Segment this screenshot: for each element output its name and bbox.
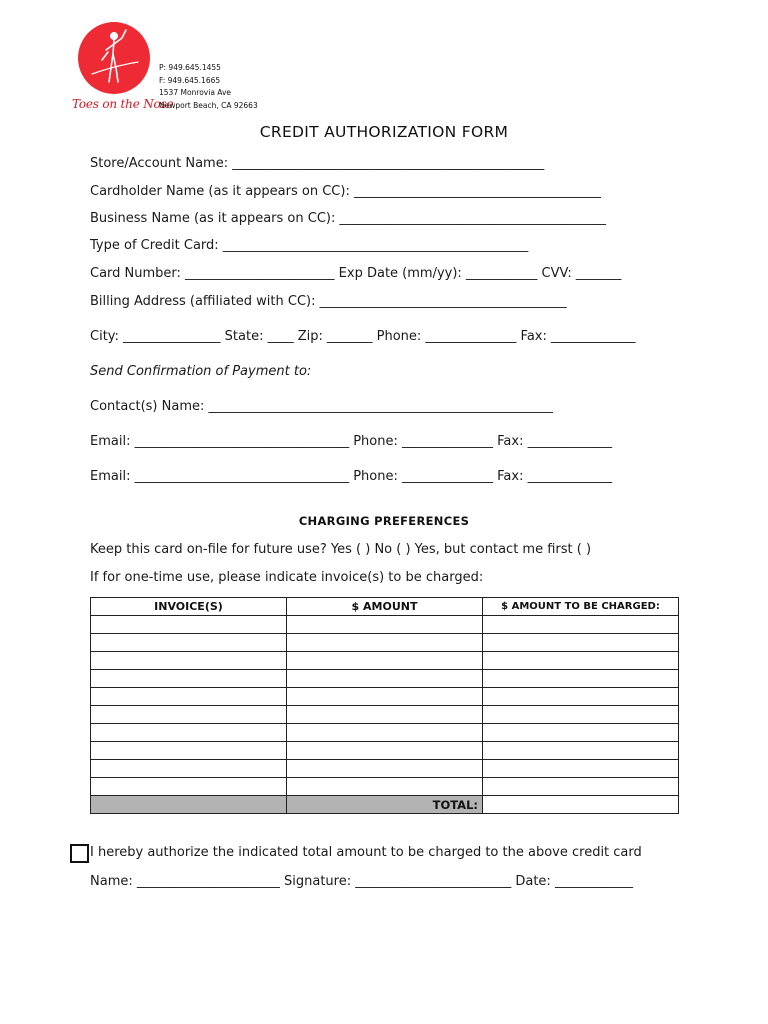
amount-cell[interactable] (287, 616, 483, 634)
charging-preferences-title: CHARGING PREFERENCES (298, 514, 470, 528)
city-state-zip-field[interactable]: City: _______________ State: ____ Zip: _______ Phone: ______________ Fax: _____________ (90, 329, 636, 344)
table-row (91, 616, 679, 634)
amount-cell[interactable] (287, 724, 483, 742)
email-field-1[interactable]: Email: _________________________________ Phone: ______________ Fax: _____________ (90, 434, 613, 449)
amount-charged-column-header: $ AMOUNT TO BE CHARGED: (483, 598, 679, 616)
logo-circle (78, 22, 150, 94)
business-name-field[interactable]: Business Name (as it appears on CC): _________________________________________ (90, 211, 606, 226)
invoice-column-header: INVOICE(S) (91, 598, 287, 616)
company-fax: F: 949.645.1665 (159, 75, 221, 85)
table-row (91, 634, 679, 652)
card-number-field[interactable]: Card Number: _______________________ Exp Date (mm/yy): ___________ CVV: _______ (90, 266, 622, 281)
form-title: CREDIT AUTHORIZATION FORM (259, 123, 509, 141)
keep-card-question[interactable]: Keep this card on-file for future use? Yes ( ) No ( ) Yes, but contact me first ( ) (90, 542, 592, 557)
store-account-name-field[interactable]: Store/Account Name: ________________________________________________ (90, 156, 545, 171)
amount-cell[interactable] (287, 760, 483, 778)
invoice-cell[interactable] (91, 706, 287, 724)
company-phone: P: 949.645.1455 (159, 63, 221, 72)
amount-charged-cell[interactable] (483, 706, 679, 724)
invoice-cell[interactable] (91, 778, 287, 796)
table-row (91, 706, 679, 724)
amount-cell[interactable] (287, 670, 483, 688)
name-signature-date-field[interactable]: Name: ______________________ Signature: ________________________ Date: ____________ (90, 874, 633, 889)
table-row (91, 652, 679, 670)
authorize-checkbox[interactable] (70, 844, 89, 863)
contact-name-field[interactable]: Contact(s) Name: _____________________________________________________ (90, 399, 553, 414)
amount-cell[interactable] (287, 652, 483, 670)
total-row-filler (91, 796, 287, 814)
invoice-cell[interactable] (91, 652, 287, 670)
amount-cell[interactable] (287, 742, 483, 760)
authorization-statement: I hereby authorize the indicated total amount to be charged to the above credit card (90, 845, 642, 860)
company-city: Newport Beach, CA 92663 (159, 100, 258, 110)
table-row (91, 742, 679, 760)
billing-address-field[interactable]: Billing Address (affiliated with CC): ______________________________________ (90, 294, 567, 309)
invoice-cell[interactable] (91, 634, 287, 652)
surfer-figure-icon (78, 22, 150, 94)
amount-cell[interactable] (287, 634, 483, 652)
table-row (91, 670, 679, 688)
invoice-cell[interactable] (91, 742, 287, 760)
invoice-table (90, 597, 679, 814)
invoice-cell[interactable] (91, 616, 287, 634)
invoice-cell[interactable] (91, 670, 287, 688)
amount-charged-cell[interactable] (483, 688, 679, 706)
amount-charged-cell[interactable] (483, 724, 679, 742)
amount-charged-cell[interactable] (483, 742, 679, 760)
table-row (91, 688, 679, 706)
send-confirmation-label: Send Confirmation of Payment to: (90, 364, 312, 379)
cardholder-name-field[interactable]: Cardholder Name (as it appears on CC): ______________________________________ (90, 184, 601, 199)
one-time-use-label: If for one-time use, please indicate invoice(s) to be charged: (90, 570, 484, 585)
total-row (91, 796, 679, 814)
amount-charged-cell[interactable] (483, 670, 679, 688)
amount-cell[interactable] (287, 778, 483, 796)
invoice-cell[interactable] (91, 760, 287, 778)
logo-text: Toes on the Nose (72, 97, 174, 111)
invoice-table-header (91, 598, 679, 616)
table-row (91, 760, 679, 778)
total-label: TOTAL: (287, 796, 483, 814)
company-street: 1537 Monrovia Ave (159, 88, 232, 97)
amount-cell[interactable] (287, 706, 483, 724)
email-field-2[interactable]: Email: _________________________________ Phone: ______________ Fax: _____________ (90, 469, 613, 484)
amount-charged-cell[interactable] (483, 634, 679, 652)
company-logo (72, 22, 174, 122)
amount-charged-cell[interactable] (483, 616, 679, 634)
table-row (91, 724, 679, 742)
amount-charged-cell[interactable] (483, 778, 679, 796)
invoice-cell[interactable] (91, 688, 287, 706)
total-amount-cell[interactable] (483, 796, 679, 814)
invoice-cell[interactable] (91, 724, 287, 742)
amount-charged-cell[interactable] (483, 760, 679, 778)
amount-cell[interactable] (287, 688, 483, 706)
amount-column-header: $ AMOUNT (287, 598, 483, 616)
company-contact-info (159, 62, 258, 112)
credit-card-type-field[interactable]: Type of Credit Card: _______________________________________________ (90, 238, 529, 253)
table-row (91, 778, 679, 796)
amount-charged-cell[interactable] (483, 652, 679, 670)
